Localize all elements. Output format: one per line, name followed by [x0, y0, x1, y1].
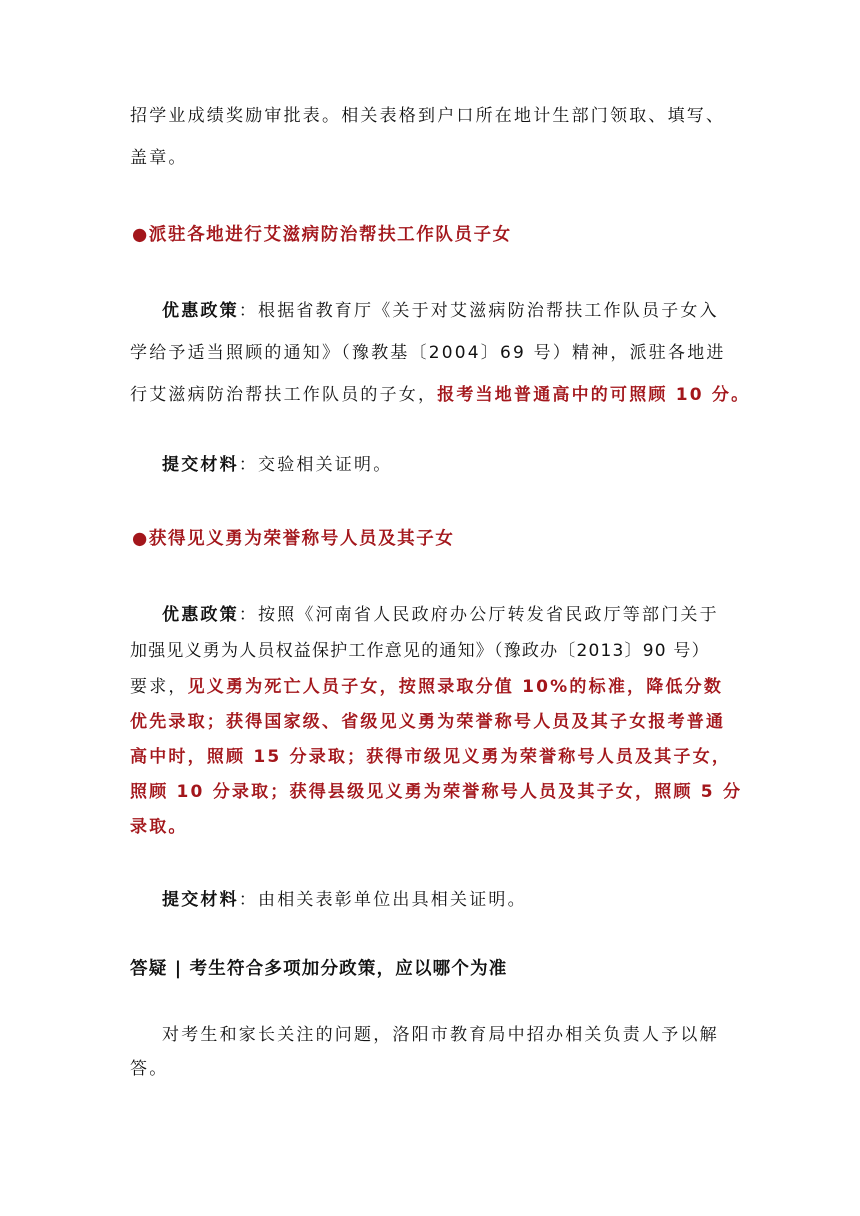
policy-highlight-line: 优先录取；获得国家级、省级见义勇为荣誉称号人员及其子女报考普通: [130, 712, 726, 732]
policy-text: ：根据省教育厅《关于对艾滋病防治帮扶工作队员子女入: [238, 301, 719, 321]
policy-highlight-line: 录取。: [130, 817, 188, 837]
section-heading-aids-team: ●派驻各地进行艾滋病防治帮扶工作队员子女: [132, 225, 512, 245]
paragraph-line: 招学业成绩奖励审批表。相关表格到户口所在地计生部门领取、填写、: [130, 106, 726, 126]
policy-highlight: 报考当地普通高中的可照顾 10 分。: [437, 385, 751, 405]
materials-paragraph-heroism: [162, 883, 767, 917]
policy-highlight-line: 高中时，照顾 15 分录取；获得市级见义勇为荣誉称号人员及其子女，: [130, 747, 732, 767]
policy-highlight-line: 照顾 10 分录取；获得县级见义勇为荣誉称号人员及其子女，照顾 5 分: [130, 782, 743, 802]
materials-label: 提交材料: [162, 455, 239, 475]
policy-paragraph-heroism: [162, 598, 767, 632]
materials-label: 提交材料: [162, 890, 239, 910]
materials-text: ：由相关表彰单位出具相关证明。: [238, 890, 527, 910]
policy-label: 优惠政策: [162, 301, 239, 321]
policy-text-line: [130, 670, 735, 704]
policy-text-line: 加强见义勇为人员权益保护工作意见的通知》（豫政办〔2013〕90 号）: [130, 641, 710, 661]
policy-text: 要求，: [130, 677, 188, 697]
materials-paragraph-aids: [162, 448, 767, 482]
policy-paragraph-aids: [162, 294, 767, 328]
policy-label: 优惠政策: [162, 605, 239, 625]
qa-heading: 答疑 | 考生符合多项加分政策，应以哪个为准: [130, 959, 508, 979]
policy-text: ：按照《河南省人民政府办公厅转发省民政厅等部门关于: [238, 605, 719, 625]
policy-highlight: 见义勇为死亡人员子女，按照录取分值 10%的标准，降低分数: [187, 677, 724, 697]
materials-text: ：交验相关证明。: [238, 455, 393, 475]
policy-text: 行艾滋病防治帮扶工作队员的子女，: [130, 385, 438, 405]
paragraph-line: 盖章。: [130, 148, 188, 168]
qa-intro-line: 答。: [130, 1059, 169, 1079]
section-heading-heroism: ●获得见义勇为荣誉称号人员及其子女: [132, 529, 455, 549]
policy-text-line: 学给予适当照顾的通知》（豫教基〔2004〕69 号）精神，派驻各地进: [130, 343, 726, 363]
policy-text-line: [130, 378, 751, 412]
qa-intro-line: 对考生和家长关注的问题，洛阳市教育局中招办相关负责人予以解: [162, 1025, 719, 1045]
